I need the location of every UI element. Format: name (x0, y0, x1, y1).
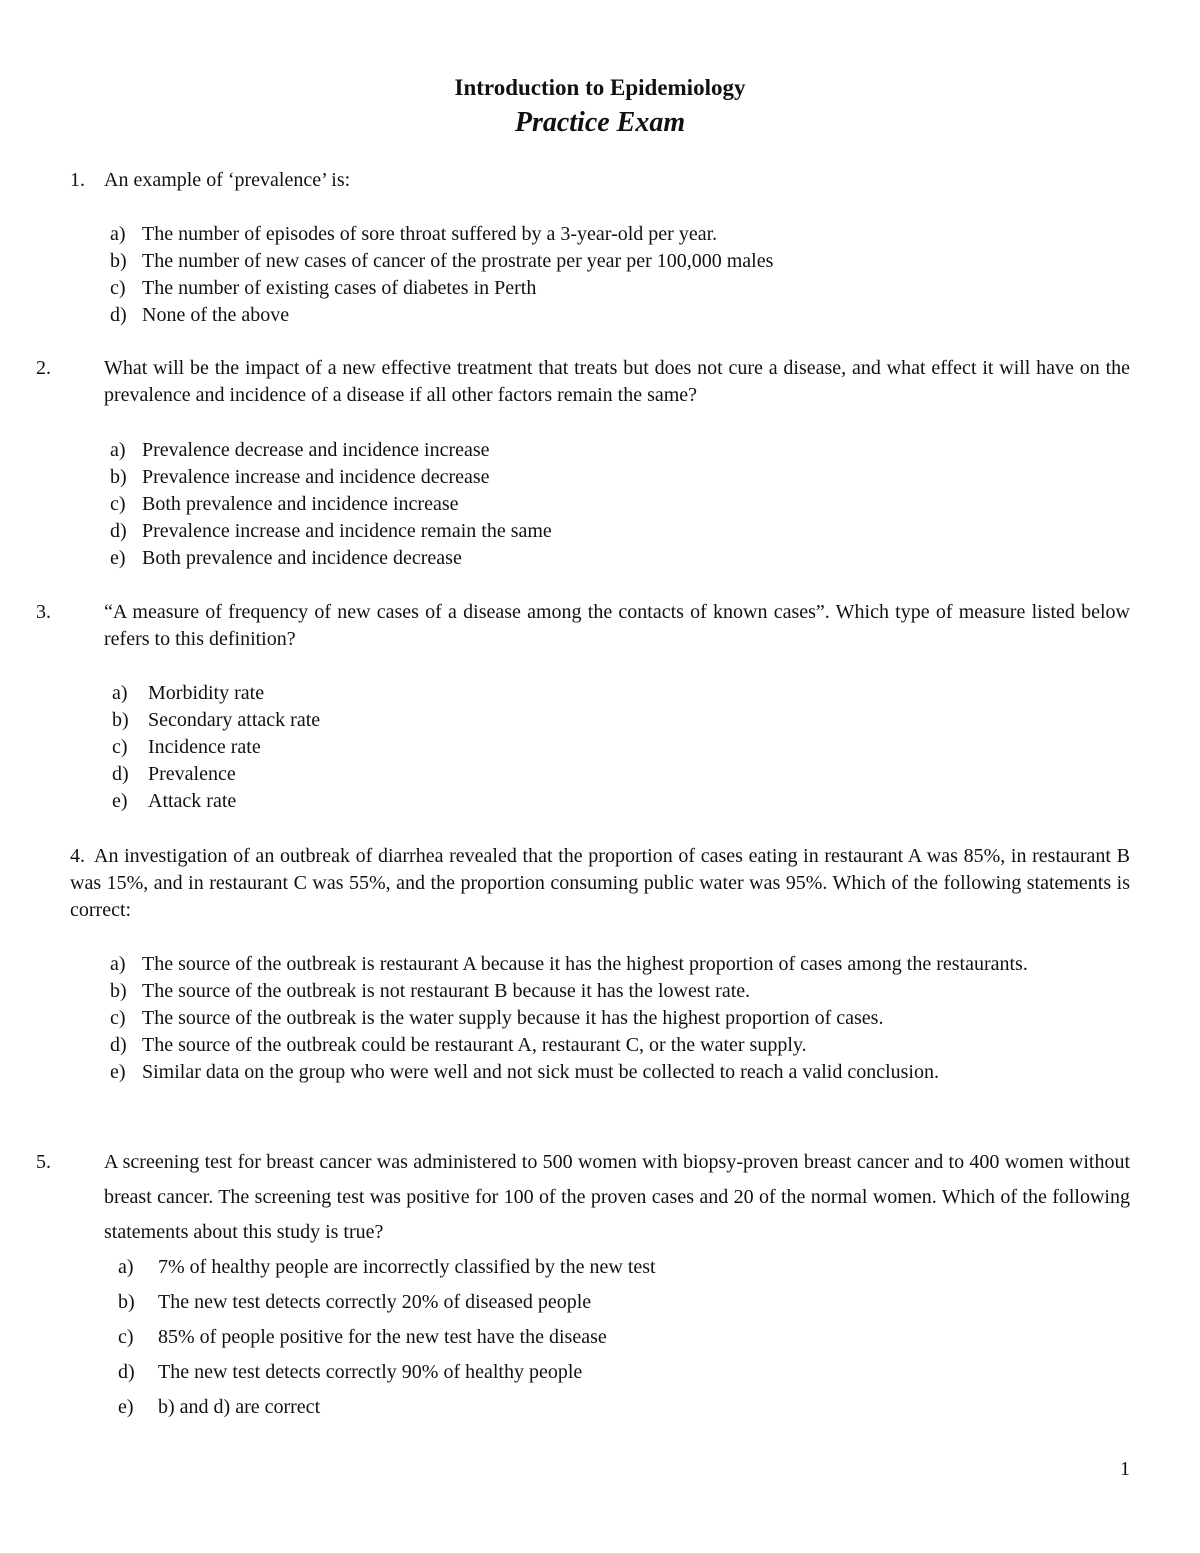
option-text: Both prevalence and incidence decrease (142, 547, 462, 569)
option-text: Incidence rate (148, 736, 261, 758)
question-text: “A measure of frequency of new cases of a disease among the contacts of known cases”. Which type of measure listed below refers to this definition? (104, 601, 1130, 650)
option-text: Prevalence (148, 763, 236, 785)
option-label: a) (110, 439, 126, 461)
option-item (70, 491, 1130, 518)
option-text: The source of the outbreak could be restaurant A, restaurant C, or the water supply. (142, 1034, 807, 1056)
option-label: a) (118, 1256, 134, 1278)
option-text: The new test detects correctly 20% of diseased people (158, 1291, 592, 1313)
option-label: a) (112, 682, 128, 704)
option-item (70, 1005, 1130, 1032)
option-item (70, 1320, 1130, 1355)
option-text: The source of the outbreak is the water supply because it has the highest proportion of cases. (142, 1007, 884, 1029)
question-number: 1. (70, 169, 85, 191)
option-label: d) (118, 1361, 135, 1383)
option-label: e) (118, 1396, 134, 1418)
option-text: None of the above (142, 304, 290, 326)
option-item (70, 707, 1130, 734)
option-item (70, 248, 1130, 275)
question-number: 4. (70, 845, 85, 867)
option-item (70, 1250, 1130, 1285)
option-text: The source of the outbreak is restaurant A because it has the highest proportion of cases among the restaurants. (142, 953, 1028, 975)
option-label: d) (112, 763, 129, 785)
option-label: d) (110, 520, 127, 542)
option-text: Morbidity rate (148, 682, 265, 704)
question-text: What will be the impact of a new effective treatment that treats but does not cure a disease, and what effect it will have on the prevalence and incidence of a disease if all other factors remain the same? (104, 357, 1130, 406)
question-text: An example of ‘prevalence’ is: (104, 169, 351, 191)
option-item (70, 518, 1130, 545)
question-number: 5. (36, 1151, 51, 1173)
option-text: Prevalence increase and incidence decrease (142, 466, 490, 488)
option-label: e) (110, 1061, 126, 1083)
option-item (70, 788, 1130, 815)
option-text: The number of new cases of cancer of the prostrate per year per 100,000 males (142, 250, 774, 272)
question-1-options (70, 221, 1130, 329)
option-item (70, 1285, 1130, 1320)
option-label: c) (118, 1326, 134, 1348)
option-text: Attack rate (148, 790, 237, 812)
option-label: e) (110, 547, 126, 569)
option-item (70, 734, 1130, 761)
option-text: The number of existing cases of diabetes in Perth (142, 277, 537, 299)
option-item (70, 275, 1130, 302)
option-item (70, 680, 1130, 707)
question-3 (36, 599, 1130, 653)
option-text: 85% of people positive for the new test have the disease (158, 1326, 607, 1348)
question-2 (36, 355, 1130, 409)
question-number: 2. (36, 357, 51, 379)
option-item (70, 1059, 1130, 1086)
question-5-options (70, 1250, 1130, 1425)
option-label: a) (110, 223, 126, 245)
option-label: c) (110, 1007, 126, 1029)
option-item (70, 221, 1130, 248)
question-5 (36, 1145, 1130, 1250)
option-text: b) and d) are correct (158, 1396, 321, 1418)
option-item (70, 302, 1130, 329)
document-title: Introduction to Epidemiology (454, 75, 746, 100)
question-4-options (70, 951, 1130, 1086)
option-item (70, 437, 1130, 464)
option-label: c) (110, 277, 126, 299)
question-number: 3. (36, 601, 51, 623)
option-label: b) (110, 980, 127, 1002)
option-text: Secondary attack rate (148, 709, 321, 731)
option-label: b) (110, 250, 127, 272)
question-text: An investigation of an outbreak of diarrhea revealed that the proportion of cases eating in restaurant A was 85%, in restaurant B was 15%, and in restaurant C was 55%, and the proportion consuming public water was 95%. Which of the following statements is correct: (70, 845, 1130, 921)
option-label: b) (118, 1291, 135, 1313)
question-2-options (70, 437, 1130, 572)
option-item (70, 545, 1130, 572)
option-item (70, 1390, 1130, 1425)
option-item (70, 1032, 1130, 1059)
page-number: 1 (1120, 1458, 1130, 1480)
option-label: b) (112, 709, 129, 731)
option-label: e) (112, 790, 128, 812)
option-text: Prevalence increase and incidence remain the same (142, 520, 552, 542)
option-label: b) (110, 466, 127, 488)
option-text: Similar data on the group who were well and not sick must be collected to reach a valid conclusion. (142, 1061, 939, 1083)
option-item (70, 464, 1130, 491)
question-text: A screening test for breast cancer was administered to 500 women with biopsy-proven breast cancer and to 400 women without breast cancer. The screening test was positive for 100 of the proven cases and 20 of the normal women. Which of the following statements about this study is true? (104, 1151, 1130, 1243)
option-label: d) (110, 1034, 127, 1056)
option-label: a) (110, 953, 126, 975)
option-text: The new test detects correctly 90% of healthy people (158, 1361, 583, 1383)
option-label: c) (110, 493, 126, 515)
option-text: The source of the outbreak is not restaurant B because it has the lowest rate. (142, 980, 751, 1002)
option-label: d) (110, 304, 127, 326)
question-4 (70, 843, 1130, 924)
document-subtitle: Practice Exam (514, 107, 686, 138)
option-item (70, 1355, 1130, 1390)
option-item (70, 951, 1130, 978)
option-text: Both prevalence and incidence increase (142, 493, 459, 515)
question-3-options (70, 680, 1130, 815)
option-text: 7% of healthy people are incorrectly classified by the new test (158, 1256, 656, 1278)
option-label: c) (112, 736, 128, 758)
option-text: The number of episodes of sore throat suffered by a 3-year-old per year. (142, 223, 718, 245)
option-text: Prevalence decrease and incidence increase (142, 439, 490, 461)
option-item (70, 978, 1130, 1005)
option-item (70, 761, 1130, 788)
question-1 (70, 167, 1130, 194)
